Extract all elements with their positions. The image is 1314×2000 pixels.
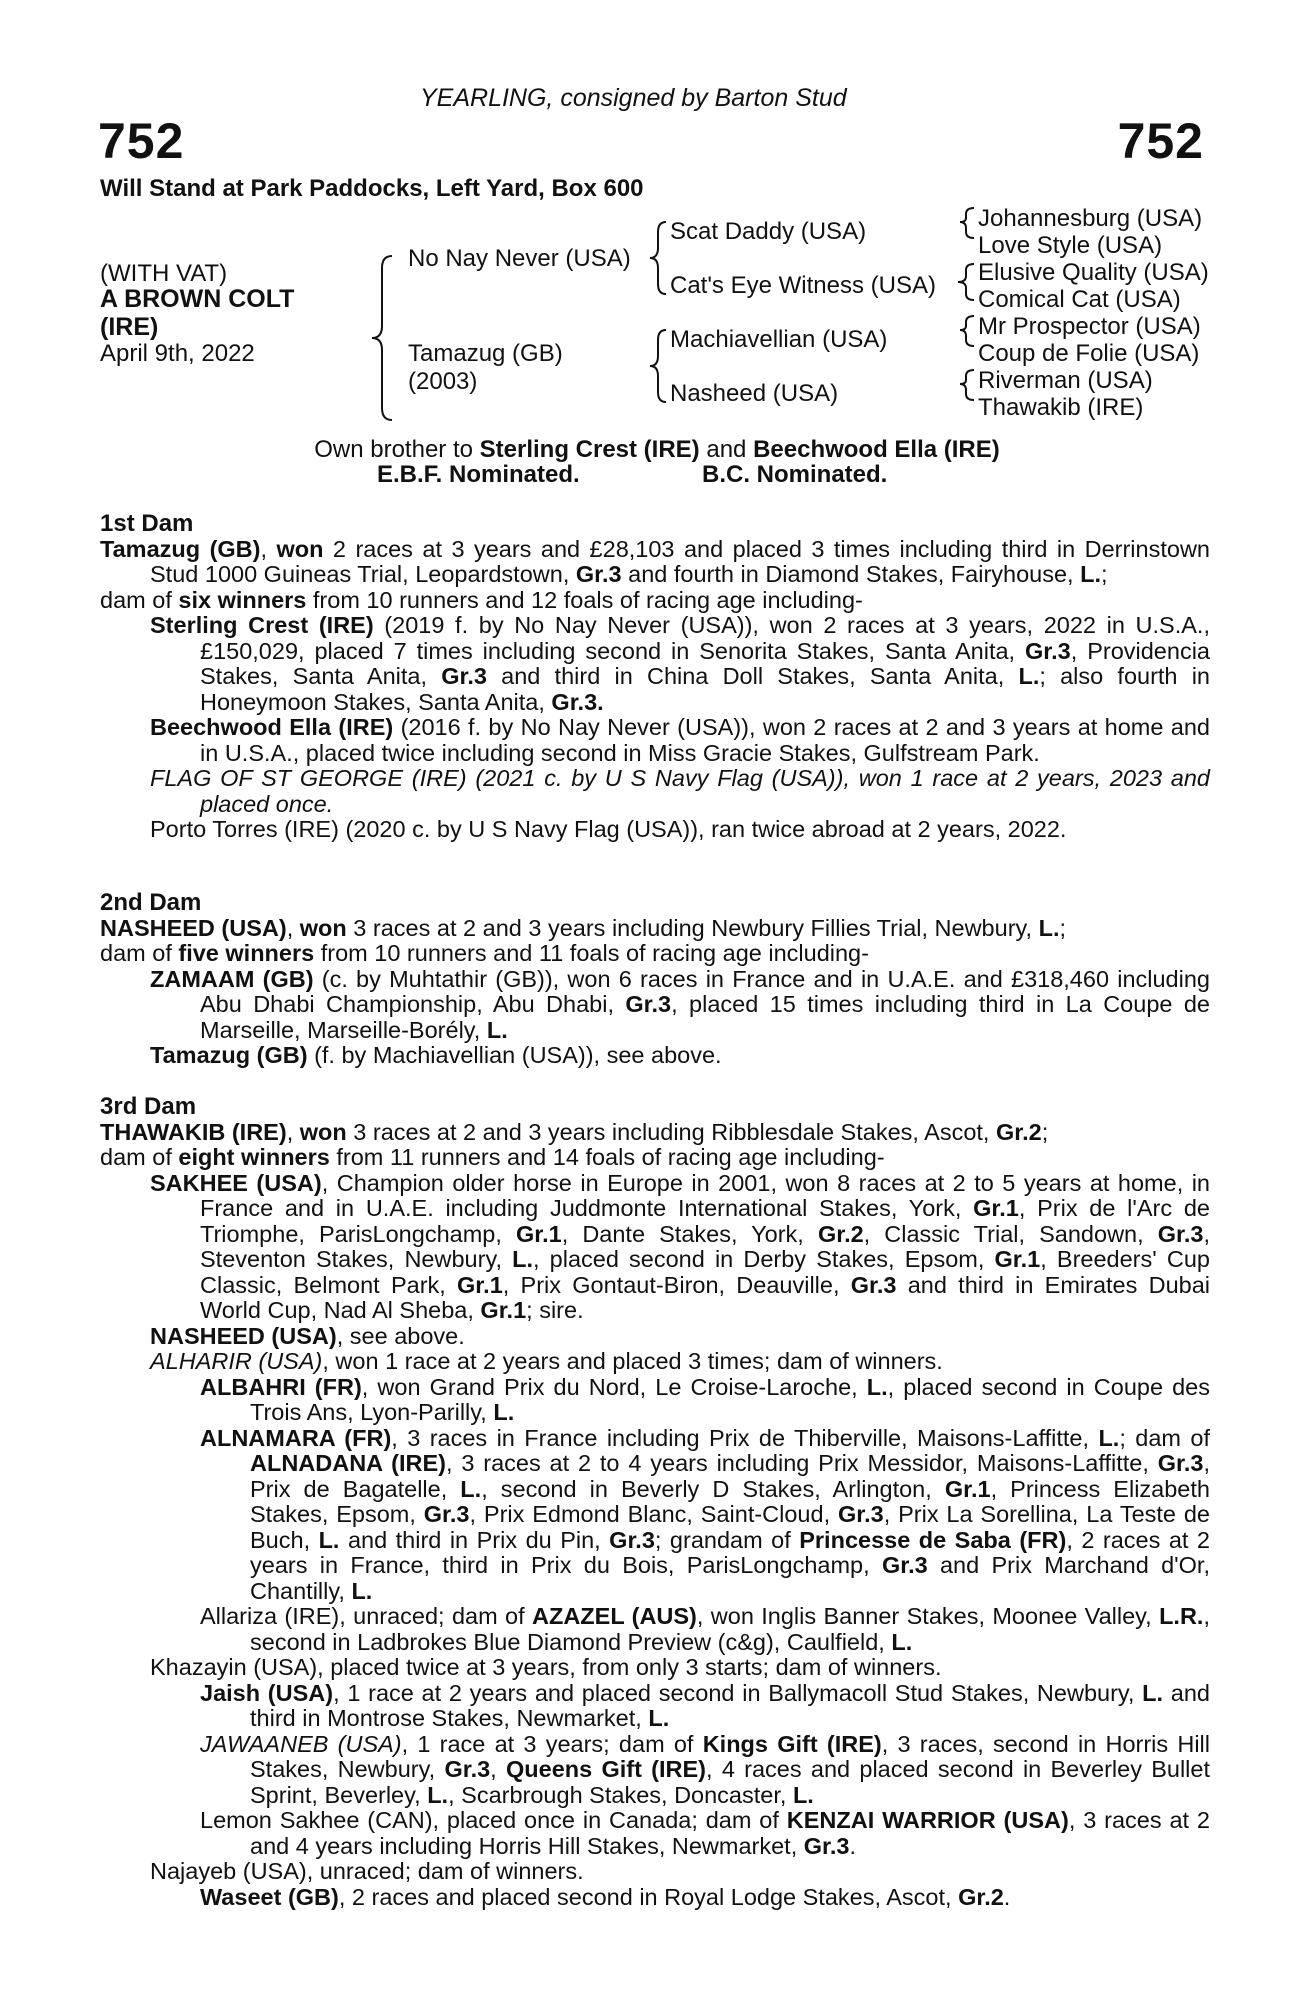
bold-run: six winners	[178, 586, 307, 613]
text-run: , placed 15 times including third in La Coupe de Marseille, Marseille-Borély,	[200, 991, 1210, 1043]
bold-run: Gr.3	[625, 991, 672, 1017]
text-run: ,	[490, 1756, 506, 1782]
bold-run: Gr.3	[575, 561, 622, 587]
horse-origin: (IRE)	[100, 313, 159, 341]
ped-dss: Mr Prospector (USA)	[978, 313, 1201, 340]
text-run: , Champion older horse in Europe in 2001, won 8 races at 2 to 5 years at home, in France and in U.A.E. including Juddmonte International Stakes, York,	[200, 1169, 1211, 1221]
text-run: , see above.	[336, 1322, 465, 1349]
bold-run: Gr.1	[480, 1297, 527, 1323]
text-run: 3 races at 2 and 3 years including Ribblesdale Stakes, Ascot,	[346, 1118, 996, 1145]
bold-run: ALNAMARA (FR)	[200, 1424, 392, 1451]
italic-run: FLAG OF ST GEORGE (IRE)	[150, 765, 467, 791]
third-dam-heading: 3rd Dam	[100, 1093, 197, 1120]
third-dam-produce-summary	[100, 1145, 1210, 1171]
bold-run: L.	[318, 1526, 340, 1553]
first-dam-produce-summary	[100, 588, 1210, 614]
text-run: ,	[286, 1118, 300, 1145]
second-dam-produce-summary	[100, 941, 1210, 967]
ped-ddd: Thawakib (IRE)	[978, 394, 1144, 421]
produce-entry	[100, 1043, 1210, 1069]
bold-run: Gr.3	[850, 1271, 897, 1298]
text-run: dam of	[100, 586, 179, 613]
grand-produce-entry	[100, 1604, 1210, 1655]
own-brother-and: and	[699, 436, 754, 463]
first-dam-heading: 1st Dam	[100, 510, 194, 537]
bold-run: Gr.3	[609, 1526, 655, 1553]
produce-entry	[100, 1349, 1210, 1375]
produce-entry	[100, 817, 1210, 843]
text-run: , placed second in Derby Stakes, Epsom,	[533, 1246, 995, 1272]
lot-number-right: 752	[1117, 113, 1204, 169]
bold-run: L.	[493, 1399, 515, 1425]
text-run: ; also fourth in Honeymoon Stakes, Santa Anita,	[200, 663, 1210, 715]
bold-run: Gr.1	[944, 1475, 991, 1502]
bold-run: Gr.3	[1157, 1450, 1204, 1476]
consignor-line: YEARLING, consigned by Barton Stud	[420, 84, 847, 112]
second-dam-heading: 2nd Dam	[100, 889, 202, 916]
bold-run: Tamazug (GB)	[150, 1042, 308, 1068]
bold-run: ZAMAAM (GB)	[150, 965, 314, 992]
bold-run: won	[299, 914, 347, 941]
produce-entry	[100, 715, 1210, 766]
bold-run: five winners	[178, 940, 315, 966]
text-run: , 1 race at 3 years; dam of	[401, 1730, 703, 1757]
text-run: , Princess Elizabeth Stakes, Epsom,	[250, 1475, 1210, 1527]
text-run: , Steventon Stakes, Newbury,	[200, 1220, 1210, 1272]
bold-run: AZAZEL (AUS)	[532, 1603, 697, 1629]
foaling-date: April 9th, 2022	[100, 340, 255, 367]
dam-year: (2003)	[408, 368, 478, 395]
bold-run: Gr.1	[515, 1220, 562, 1247]
bold-run: Gr.2	[995, 1118, 1042, 1145]
bold-run: L.	[891, 1628, 913, 1655]
produce-entry	[100, 613, 1210, 715]
bold-run: Princesse de Saba (FR)	[799, 1526, 1067, 1553]
produce-entry	[100, 1859, 1210, 1885]
bold-run: Tamazug (GB)	[100, 535, 261, 562]
text-run: , Breeders' Cup Classic, Belmont Park,	[200, 1246, 1210, 1298]
third-dam-record	[100, 1120, 1210, 1146]
produce-entry	[100, 1171, 1210, 1324]
text-run: ; sire.	[526, 1297, 584, 1323]
text-run: Allariza (IRE), unraced; dam of	[200, 1603, 532, 1629]
bold-run: Gr.2	[958, 1883, 1004, 1910]
text-run: and third in Montrose Stakes, Newmarket,	[250, 1679, 1210, 1731]
ebf-nomination: E.B.F. Nominated.	[377, 461, 580, 488]
dam-name: Tamazug (GB)	[408, 340, 563, 367]
text-run: (c. by Muhtathir (GB)), won 6 races in France and in U.A.E. and £318,460 including Abu Dhabi Championship, Abu Dhabi,	[200, 965, 1210, 1017]
produce-entry	[100, 1655, 1210, 1681]
grand-produce-entry	[100, 1885, 1210, 1911]
text-run: and third in China Doll Stakes, Santa Anita,	[486, 663, 1019, 689]
text-run: and third in Prix du Pin,	[339, 1526, 610, 1553]
text-run: , 3 races at 2 to 4 years including Prix Messidor, Maisons-Laffitte,	[445, 1450, 1158, 1476]
grand-produce-entry	[100, 1732, 1210, 1809]
text-run: ,	[260, 535, 277, 562]
dam-sire: Machiavellian (USA)	[670, 326, 888, 353]
sire-dam: Cat's Eye Witness (USA)	[670, 272, 936, 299]
text-run: dam of	[100, 1144, 179, 1170]
text-run: , Prix Gontaut-Biron, Deauville,	[502, 1271, 851, 1298]
text-run: Khazayin (USA), placed twice at 3 years, from only 3 starts; dam of winners.	[150, 1654, 942, 1680]
bold-run: Gr.3	[1025, 637, 1071, 664]
text-run: 2 races at 3 years and £28,103 and placed 3 times including third in Derrinstown Stud 1000 Guineas Trial, Leopardstown,	[150, 535, 1210, 587]
text-run: , 3 races, second in Horris Hill Stakes, Newbury,	[250, 1730, 1210, 1782]
text-run: ;	[1101, 561, 1108, 587]
produce-entry	[100, 766, 1210, 817]
text-run: , 1 race at 2 years and placed second in Ballymacoll Stud Stakes, Newbury,	[333, 1679, 1143, 1706]
text-run: , Providencia Stakes, Santa Anita,	[200, 637, 1210, 689]
bold-run: eight winners	[178, 1144, 330, 1170]
text-run: Najayeb (USA), unraced; dam of winners.	[150, 1858, 584, 1884]
text-run: , Prix de l'Arc de Triomphe, ParisLongchamp,	[200, 1195, 1210, 1247]
bold-run: Gr.1	[457, 1271, 503, 1298]
bold-run: won	[276, 535, 324, 562]
bold-run: ALNADANA (IRE)	[250, 1450, 446, 1476]
text-run: , 4 races and placed second in Beverley Bullet Sprint, Beverley,	[250, 1756, 1210, 1808]
italic-run: ALHARIR (USA)	[150, 1348, 323, 1374]
text-run: ; dam of	[1119, 1424, 1210, 1451]
bold-run: L.R.	[1159, 1603, 1204, 1629]
text-run: , Classic Trial, Sandown,	[863, 1220, 1158, 1247]
text-run: ;	[1059, 914, 1067, 941]
text-run: Lemon Sakhee (CAN), placed once in Canada; dam of	[200, 1807, 787, 1833]
ped-dsd: Coup de Folie (USA)	[978, 340, 1200, 367]
bold-run: L.	[1038, 914, 1060, 941]
bc-nomination: B.C. Nominated.	[702, 461, 888, 488]
bold-run: won	[299, 1118, 347, 1145]
text-run: (2019 f. by No Nay Never (USA)), won 2 races at 3 years, 2022 in U.S.A., £150,029, placed 7 times including second in Senorita Stakes, Santa Anita,	[200, 612, 1210, 664]
bold-run: SAKHEE (USA)	[150, 1169, 322, 1196]
bold-run: Gr.3	[423, 1501, 470, 1527]
bold-run: KENZAI WARRIOR (USA)	[786, 1807, 1069, 1833]
first-dam-section	[100, 511, 1210, 843]
bold-run: L.	[792, 1781, 814, 1808]
produce-entry	[100, 1324, 1210, 1350]
text-run: and fourth in Diamond Stakes, Fairyhouse,	[621, 561, 1081, 587]
bold-run: Gr.3	[803, 1832, 850, 1859]
text-run: , 3 races at 2 and 4 years including Horris Hill Stakes, Newmarket,	[250, 1807, 1210, 1859]
bold-run: Sterling Crest (IRE)	[150, 612, 374, 638]
sire-sire: Scat Daddy (USA)	[670, 218, 867, 245]
text-run: , won 1 race at 2 years and placed 3 times; dam of winners.	[322, 1348, 943, 1374]
bold-run: Jaish (USA)	[200, 1679, 334, 1706]
text-run: , Prix La Sorellina, La Teste de Buch,	[250, 1501, 1210, 1553]
sibling-1: Sterling Crest (IRE)	[479, 436, 700, 463]
text-run: , won Grand Prix du Nord, Le Croise-Laroche,	[361, 1373, 867, 1400]
grand-produce-entry	[100, 1808, 1210, 1859]
third-dam-section	[100, 1094, 1210, 1910]
text-run: .	[1003, 1883, 1011, 1910]
second-dam-record	[100, 916, 1210, 942]
bold-run: Gr.3	[1157, 1220, 1204, 1247]
horse-title: A BROWN COLT	[100, 285, 295, 313]
bold-run: Gr.3	[837, 1501, 884, 1527]
bold-run: L.	[1142, 1679, 1164, 1706]
stand-location: Will Stand at Park Paddocks, Left Yard, Box 600	[100, 175, 644, 202]
bold-run: L.	[486, 1016, 508, 1043]
bold-run: L.	[460, 1475, 482, 1502]
bold-run: L.	[512, 1246, 533, 1272]
text-run: , 2 races at 2 years in France, third in Prix du Bois, ParisLongchamp,	[250, 1526, 1210, 1578]
text-run: , second in Beverly D Stakes, Arlington,	[481, 1475, 945, 1502]
bold-run: Queens Gift (IRE)	[505, 1756, 707, 1782]
text-run: from 10 runners and 12 foals of racing age including-	[306, 586, 863, 613]
bold-run: Gr.3	[881, 1552, 928, 1578]
own-brother-line	[0, 436, 1314, 464]
bold-run: L.	[1080, 561, 1102, 587]
bold-run: L.	[648, 1705, 670, 1731]
sibling-2: Beechwood Ella (IRE)	[753, 436, 1000, 463]
text-run: .	[849, 1832, 857, 1859]
bold-run: Kings Gift (IRE)	[702, 1730, 882, 1757]
ped-ssd: Love Style (USA)	[978, 232, 1163, 259]
text-run: , second in Ladbrokes Blue Diamond Preview (c&g), Caulfield,	[250, 1603, 1210, 1655]
text-run: , Prix Edmond Blanc, Saint-Cloud,	[469, 1501, 838, 1527]
text-run: , 2 races and placed second in Royal Lodge Stakes, Ascot,	[338, 1883, 959, 1910]
bold-run: Gr.3	[444, 1756, 491, 1782]
text-run: , Dante Stakes, York,	[561, 1220, 818, 1247]
ped-sss: Johannesburg (USA)	[978, 205, 1203, 232]
bold-run: Gr.1	[994, 1246, 1041, 1272]
text-run: from 11 runners and 14 foals of racing age including-	[329, 1144, 885, 1170]
text-run: ,	[286, 914, 300, 941]
text-run: and Prix Marchand d'Or, Chantilly,	[250, 1552, 1210, 1604]
bold-run: NASHEED (USA)	[150, 1322, 337, 1349]
bold-run: Gr.1	[973, 1195, 1019, 1221]
vat-note: (WITH VAT)	[100, 260, 228, 287]
grand-produce-entry	[100, 1426, 1210, 1605]
first-dam-record	[100, 537, 1210, 588]
text-run: ;	[1041, 1118, 1049, 1145]
bold-run: L.	[1018, 663, 1040, 689]
grand-produce-entry	[100, 1681, 1210, 1732]
text-run: Porto Torres (IRE) (2020 c. by U S Navy Flag (USA)), ran twice abroad at 2 years, 2022.	[150, 816, 1067, 842]
sire-name: No Nay Never (USA)	[408, 245, 631, 272]
italic-run: JAWAANEB (USA)	[200, 1730, 402, 1757]
text-run: and third in Emirates Dubai World Cup, Nad Al Sheba,	[200, 1271, 1211, 1323]
grand-produce-entry	[100, 1375, 1210, 1426]
ped-dds: Riverman (USA)	[978, 367, 1153, 394]
text-run: 3 races at 2 and 3 years including Newbury Fillies Trial, Newbury,	[346, 914, 1039, 941]
text-run: (f. by Machiavellian (USA)), see above.	[307, 1042, 722, 1068]
text-run: , 3 races in France including Prix de Thiberville, Maisons-Laffitte,	[391, 1424, 1099, 1451]
bold-run: THAWAKIB (IRE)	[100, 1118, 287, 1145]
lot-number-left: 752	[98, 113, 185, 169]
bold-run: NASHEED (USA)	[100, 914, 287, 941]
text-run: (2016 f. by No Nay Never (USA)), won 2 races at 2 and 3 years at home and in U.S.A., placed twice including second in Miss Gracie Stakes, Gulfstream Park.	[200, 714, 1210, 766]
bold-run: Gr.3.	[551, 688, 604, 715]
bold-run: Gr.2	[817, 1220, 864, 1247]
bold-run: Beechwood Ella (IRE)	[150, 714, 394, 740]
bold-run: L.	[866, 1373, 888, 1400]
text-run: ; grandam of	[654, 1526, 800, 1553]
bold-run: Gr.3	[441, 663, 487, 689]
italic-run: (2021 c. by U S Navy Flag (USA)), won 1 race at 2 years, 2023 and placed once.	[200, 765, 1211, 817]
ped-sdd: Comical Cat (USA)	[978, 286, 1181, 313]
text-run: , Prix de Bagatelle,	[250, 1450, 1210, 1502]
dam-dam: Nasheed (USA)	[670, 380, 839, 407]
bold-run: L.	[1098, 1424, 1120, 1451]
bold-run: Waseet (GB)	[200, 1883, 339, 1910]
second-dam-section	[100, 890, 1210, 1069]
text-run: , Scarbrough Stakes, Doncaster,	[448, 1781, 793, 1808]
bold-run: L.	[351, 1577, 373, 1604]
bold-run: L.	[427, 1781, 449, 1808]
text-run: from 10 runners and 11 foals of racing age including-	[314, 940, 869, 966]
ped-sds: Elusive Quality (USA)	[978, 259, 1209, 286]
bold-run: ALBAHRI (FR)	[200, 1373, 362, 1400]
text-run: dam of	[100, 940, 179, 966]
text-run: , placed second in Coupe des Trois Ans, Lyon-Parilly,	[250, 1373, 1210, 1425]
text-run: , won Inglis Banner Stakes, Moonee Valley,	[696, 1603, 1160, 1629]
produce-entry	[100, 967, 1210, 1044]
own-brother-prefix: Own brother to	[314, 436, 480, 463]
